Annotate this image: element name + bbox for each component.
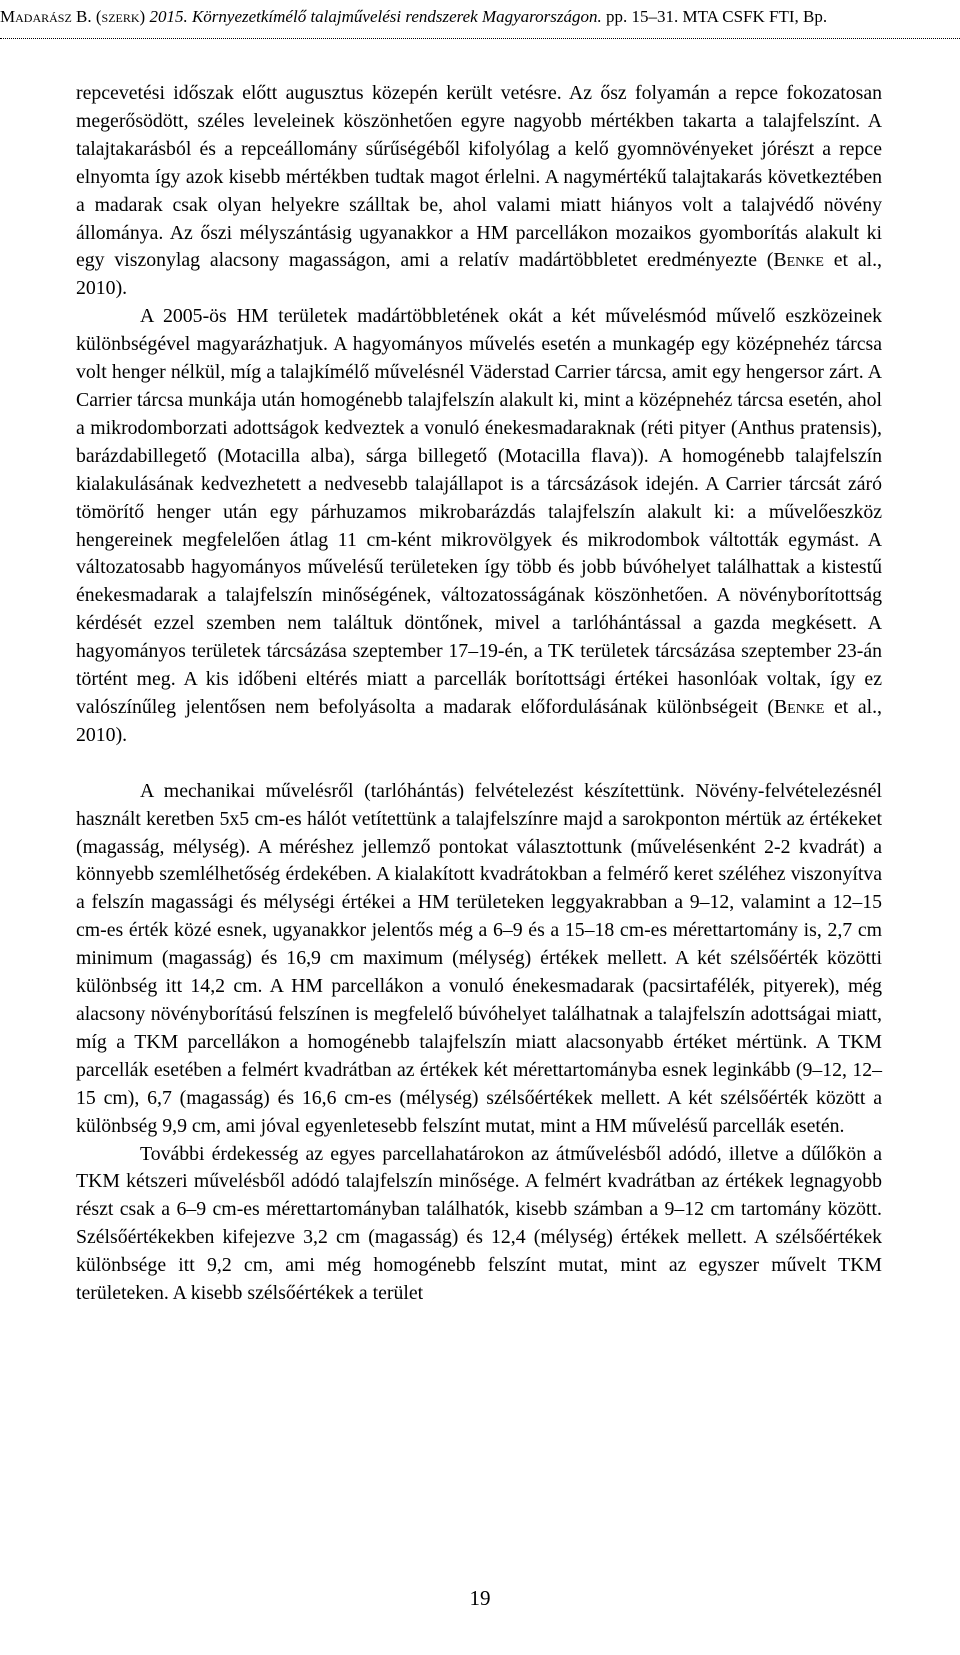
page-number: 19	[469, 1586, 491, 1610]
paragraph-1-text: repcevetési időszak előtt augusztus közepén került vetésre. Az ősz folyamán a repce fokozatosan megerősödött, széles leveleinek köszönhetően egyre nagyobb mértékben takarta a talajfelszínt. A talajtakarásból és a repceállomány sűrűségéből kifolyólag a kelő gyomnövényeket jórészt a repce elnyomta így azok kisebb mértékben tudtak magot érlelni. A nagymértékű talajtakarás következtében a madarak csak olyan helyekre szálltak be, ahol valami miatt hiányos volt a talajvédő növény állománya. Az őszi mélyszántásig ugyanakkor a HM parcellákon mozaikos gyomborítás alakult ki egy viszonylag alacsony magasságon, ami a relatív madártöbbletet eredményezte (	[76, 82, 882, 272]
running-header	[0, 6, 960, 28]
paragraph-3-text: A mechanikai művelésről (tarlóhántás) felvételezést készítettünk. Növény-felvételezésnél használt keretben 5x5 cm-es hálót vetítettünk a talajfelszínre majd a sarokponton mértük az értékeket (magasság, mélység). A méréshez jellemző pontokat választottunk (művelésenként 2-2 kvadrát) a könnyebb szemlélhetőség érdekében. A kialakított kvadrátokban a felmérő keret széléhez viszonyítva a felszín magassági és mélységi értékei a HM területeken leggyakrabban a 9–12, valamint a 12–15 cm-es érték közé esnek, ugyanakkor jelentős még a 6–9 és a 15–18 cm-es mérettartomány is, 2,7 cm minimum (magasság) és 16,9 cm maximum (mélység) értékek mellett. A két szélsőérték közötti különbség itt 14,2 cm. A HM parcellákon a vonuló énekesmadarak (pacsirtafélék, pityerek), még alacsony növényborítású felszínen is megfelelő búvóhelyet találhatnak a talajfelszín adottságai miatt, míg a TKM parcellákon a homogénebb talajfelszín miatt alacsonyabb értéket mértünk. A TKM parcellák esetében a felmért kvadrátban az értékek két mérettartományba esnek leginkább (9–12, 12–15 cm), 6,7 (magasság) és 16,6 cm-es (mélység) szélsőértékek mellett. A két szélsőérték között a különbség 9,9 cm, ami jóval egyenletesebb felszínt mutat, mint a HM művelésű parcellák esetén.	[76, 779, 882, 1137]
paragraph-4-text: További érdekesség az egyes parcellahatárokon az átművelésből adódó, illetve a dűlőkön a TKM kétszeri művelésből adódó talajfelszín minősége. A felmért kvadrátban az értékek legnagyobb részt csak a 6–9 cm-es mérettartományban találhatók, kisebb számban a 9–12 cm tartomány között. Szélsőértékekben kifejezve 3,2 cm (magasság) és 12,4 (mélység) értékek mellett. A szélsőértékek különbsége itt 9,2 cm, ami még homogénebb felszínt mutat, mint az egyszer művelt TKM területeken. A kisebb szélsőértékek a terület	[76, 1142, 882, 1305]
header-title: 2015. Környezetkímélő talajművelési rendszerek Magyarországon.	[145, 7, 602, 26]
citation-author: Benke	[773, 249, 824, 272]
citation-rest: et al., 2010).	[76, 695, 882, 746]
paragraph-2	[76, 303, 882, 750]
paragraph-3	[76, 778, 882, 1141]
header-divider	[0, 38, 960, 39]
paragraph-4	[76, 1141, 882, 1308]
header-pages: pp. 15–31. MTA CSFK FTI, Bp.	[601, 7, 828, 26]
citation-author: Benke	[773, 695, 825, 718]
header-author: Madarász B. (szerk)	[0, 7, 146, 26]
paragraph-1	[76, 80, 882, 303]
body-text	[76, 80, 882, 1308]
paragraph-2-text: A 2005-ös HM területek madártöbbletének okát a két művelésmód művelő eszközeinek különbségével magyarázhatjuk. A hagyományos művelés esetén a munkagép egy középnehéz tárcsa volt henger nélkül, míg a talajkímélő művelésnél Väderstad Carrier tárcsa, amit egy hengersor zárt. A Carrier tárcsa munkája után homogénebb talajfelszín alakult ki, mint a középnehéz tárcsa esetén, ahol a mikrodomborzati adottságok kedveztek a vonuló énekesmadaraknak (réti pityer (Anthus pratensis), barázdabillegető (Motacilla alba), sárga billegető (Motacilla flava)). A homogénebb talajfelszín kialakulásának kedvezhetett a nedvesebb talajállapot is a tárcsázások idején. A Carrier tárcsát záró tömörítő henger után egy párhuzamos mikrobarázdás talajfelszín alakult ki: a művelőeszköz hengereinek megfelelően átlag 11 cm-ként mikrovölgyek és mikrodombok váltották egymást. A változatosabb hagyományos művelésű területeken így több és jobb búvóhelyet találhattak a kistestű énekesmadarak a talajfelszín minőségének, változatosságának köszönhetően. A növényborítottság kérdését ezzel szemben nem találtuk döntőnek, mivel a tarlóhántással a gazda megkésett. A hagyományos területek tárcsázása szeptember 17–19-én, a TK területek tárcsázása szeptember 23-án történt meg. A kis időbeni eltérés miatt a parcellák borítottsági értékei hasonlóak voltak, így ez valószínűleg jelentősen nem befolyásolta a madarak előfordulásának különbségeit (	[76, 305, 882, 718]
citation-rest: et al., 2010).	[76, 249, 882, 300]
